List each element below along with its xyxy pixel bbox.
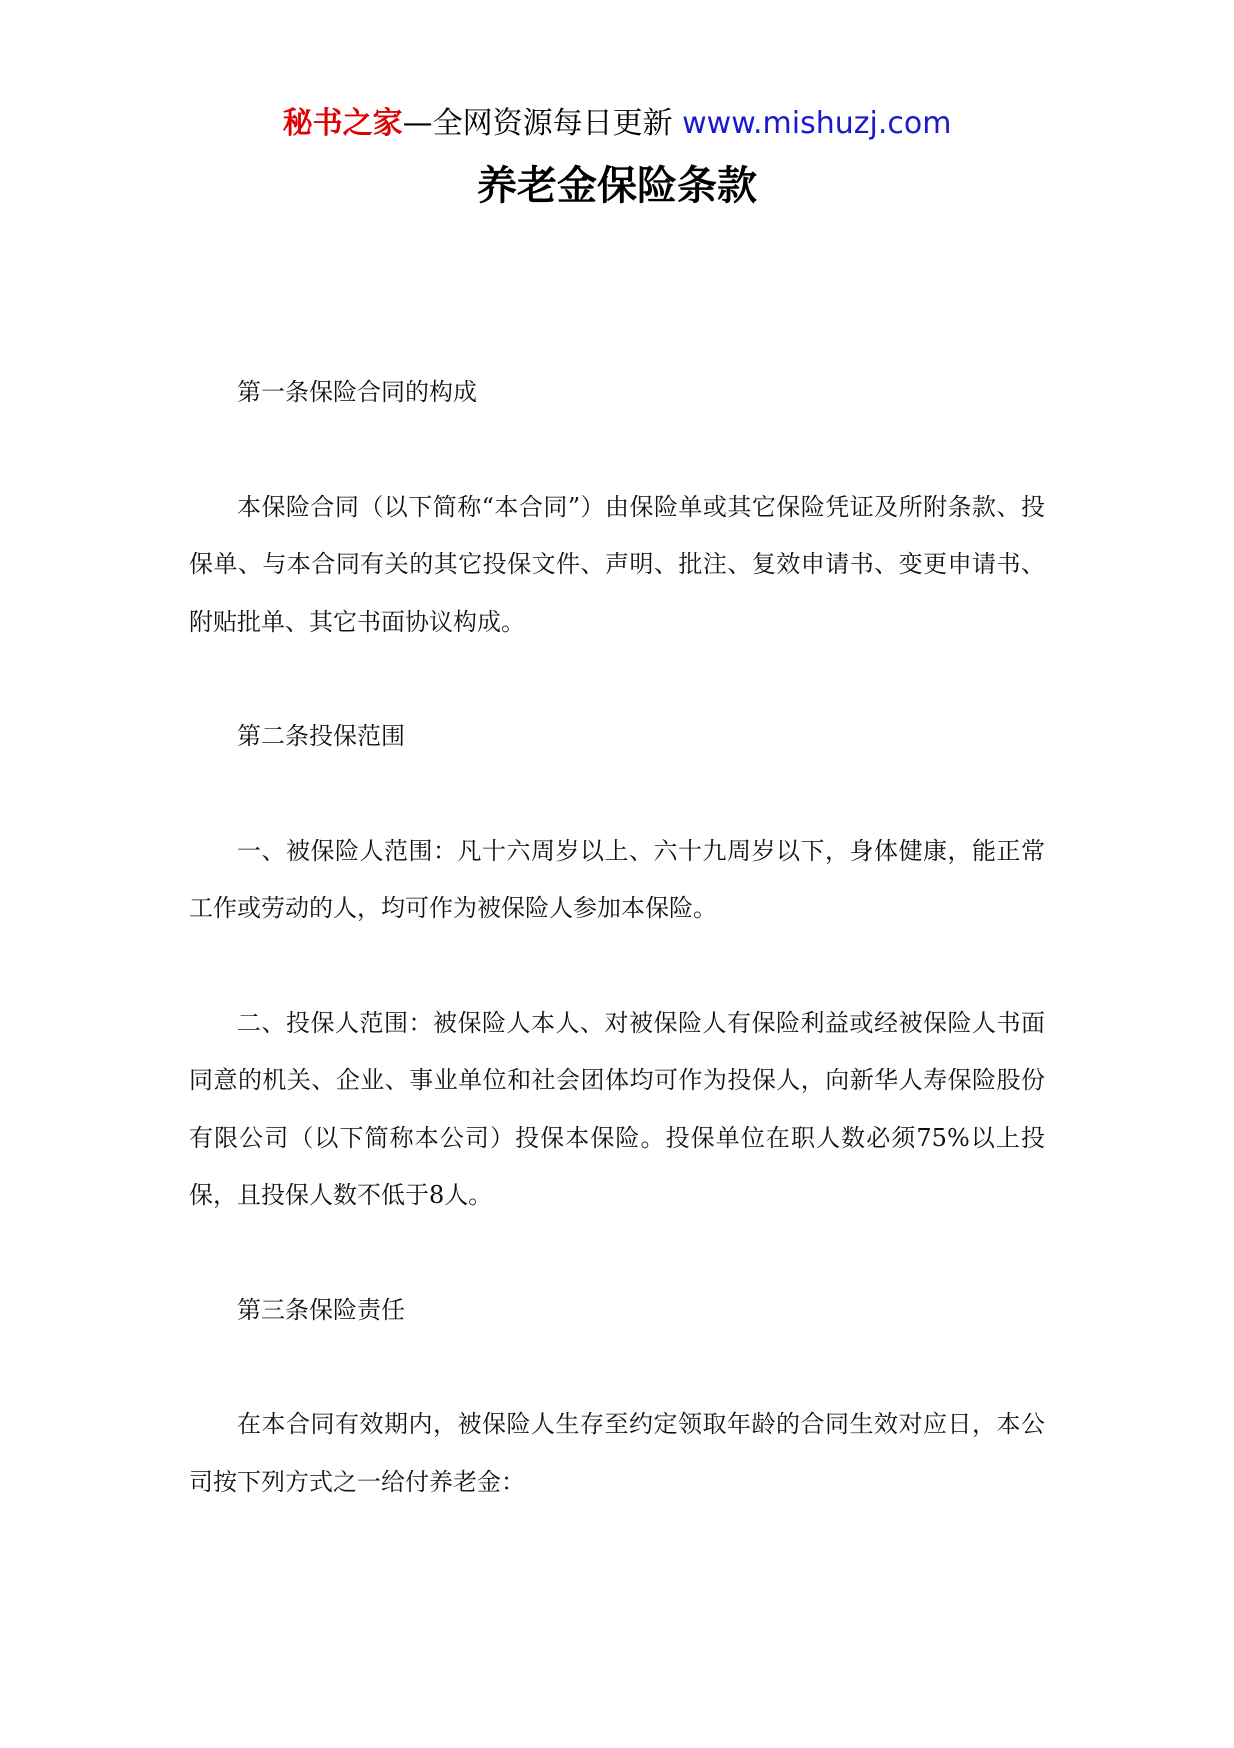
article-2-insured-scope: 一、被保险人范围：凡十六周岁以上、六十九周岁以下，身体健康，能正常工作或劳动的人，均可作为被保险人参加本保险。 xyxy=(189,836,1045,922)
article-3-paragraph: 在本合同有效期内，被保险人生存至约定领取年龄的合同生效对应日，本公司按下列方式之一给付养老金： xyxy=(189,1410,1045,1496)
site-tagline: —全网资源每日更新 xyxy=(402,106,673,141)
document-title: 养老金保险条款 xyxy=(477,163,757,209)
article-2-heading: 第二条投保范围 xyxy=(237,722,405,750)
site-url-link[interactable]: www.mishuzj.com xyxy=(682,106,952,141)
site-brand: 秘书之家 xyxy=(282,106,403,141)
article-2-applicant-scope: 二、投保人范围：被保险人本人、对被保险人有保险利益或经被保险人书面同意的机关、企业、事业单位和社会团体均可作为投保人，向新华人寿保险股份有限公司（以下简称本公司）投保本保险。投保单位在职人数必须75%以上投保，且投保人数不低于8人。 xyxy=(189,1008,1045,1209)
site-banner xyxy=(0,104,1234,144)
document-body xyxy=(189,364,1045,1511)
article-3-heading: 第三条保险责任 xyxy=(237,1295,405,1324)
article-1-heading: 第一条保险合同的构成 xyxy=(237,378,477,406)
article-1-paragraph: 本保险合同（以下简称“本合同”）由保险单或其它保险凭证及所附条款、投保单、与本合同有关的其它投保文件、声明、批注、复效申请书、变更申请书、附贴批单、其它书面协议构成。 xyxy=(189,492,1045,636)
